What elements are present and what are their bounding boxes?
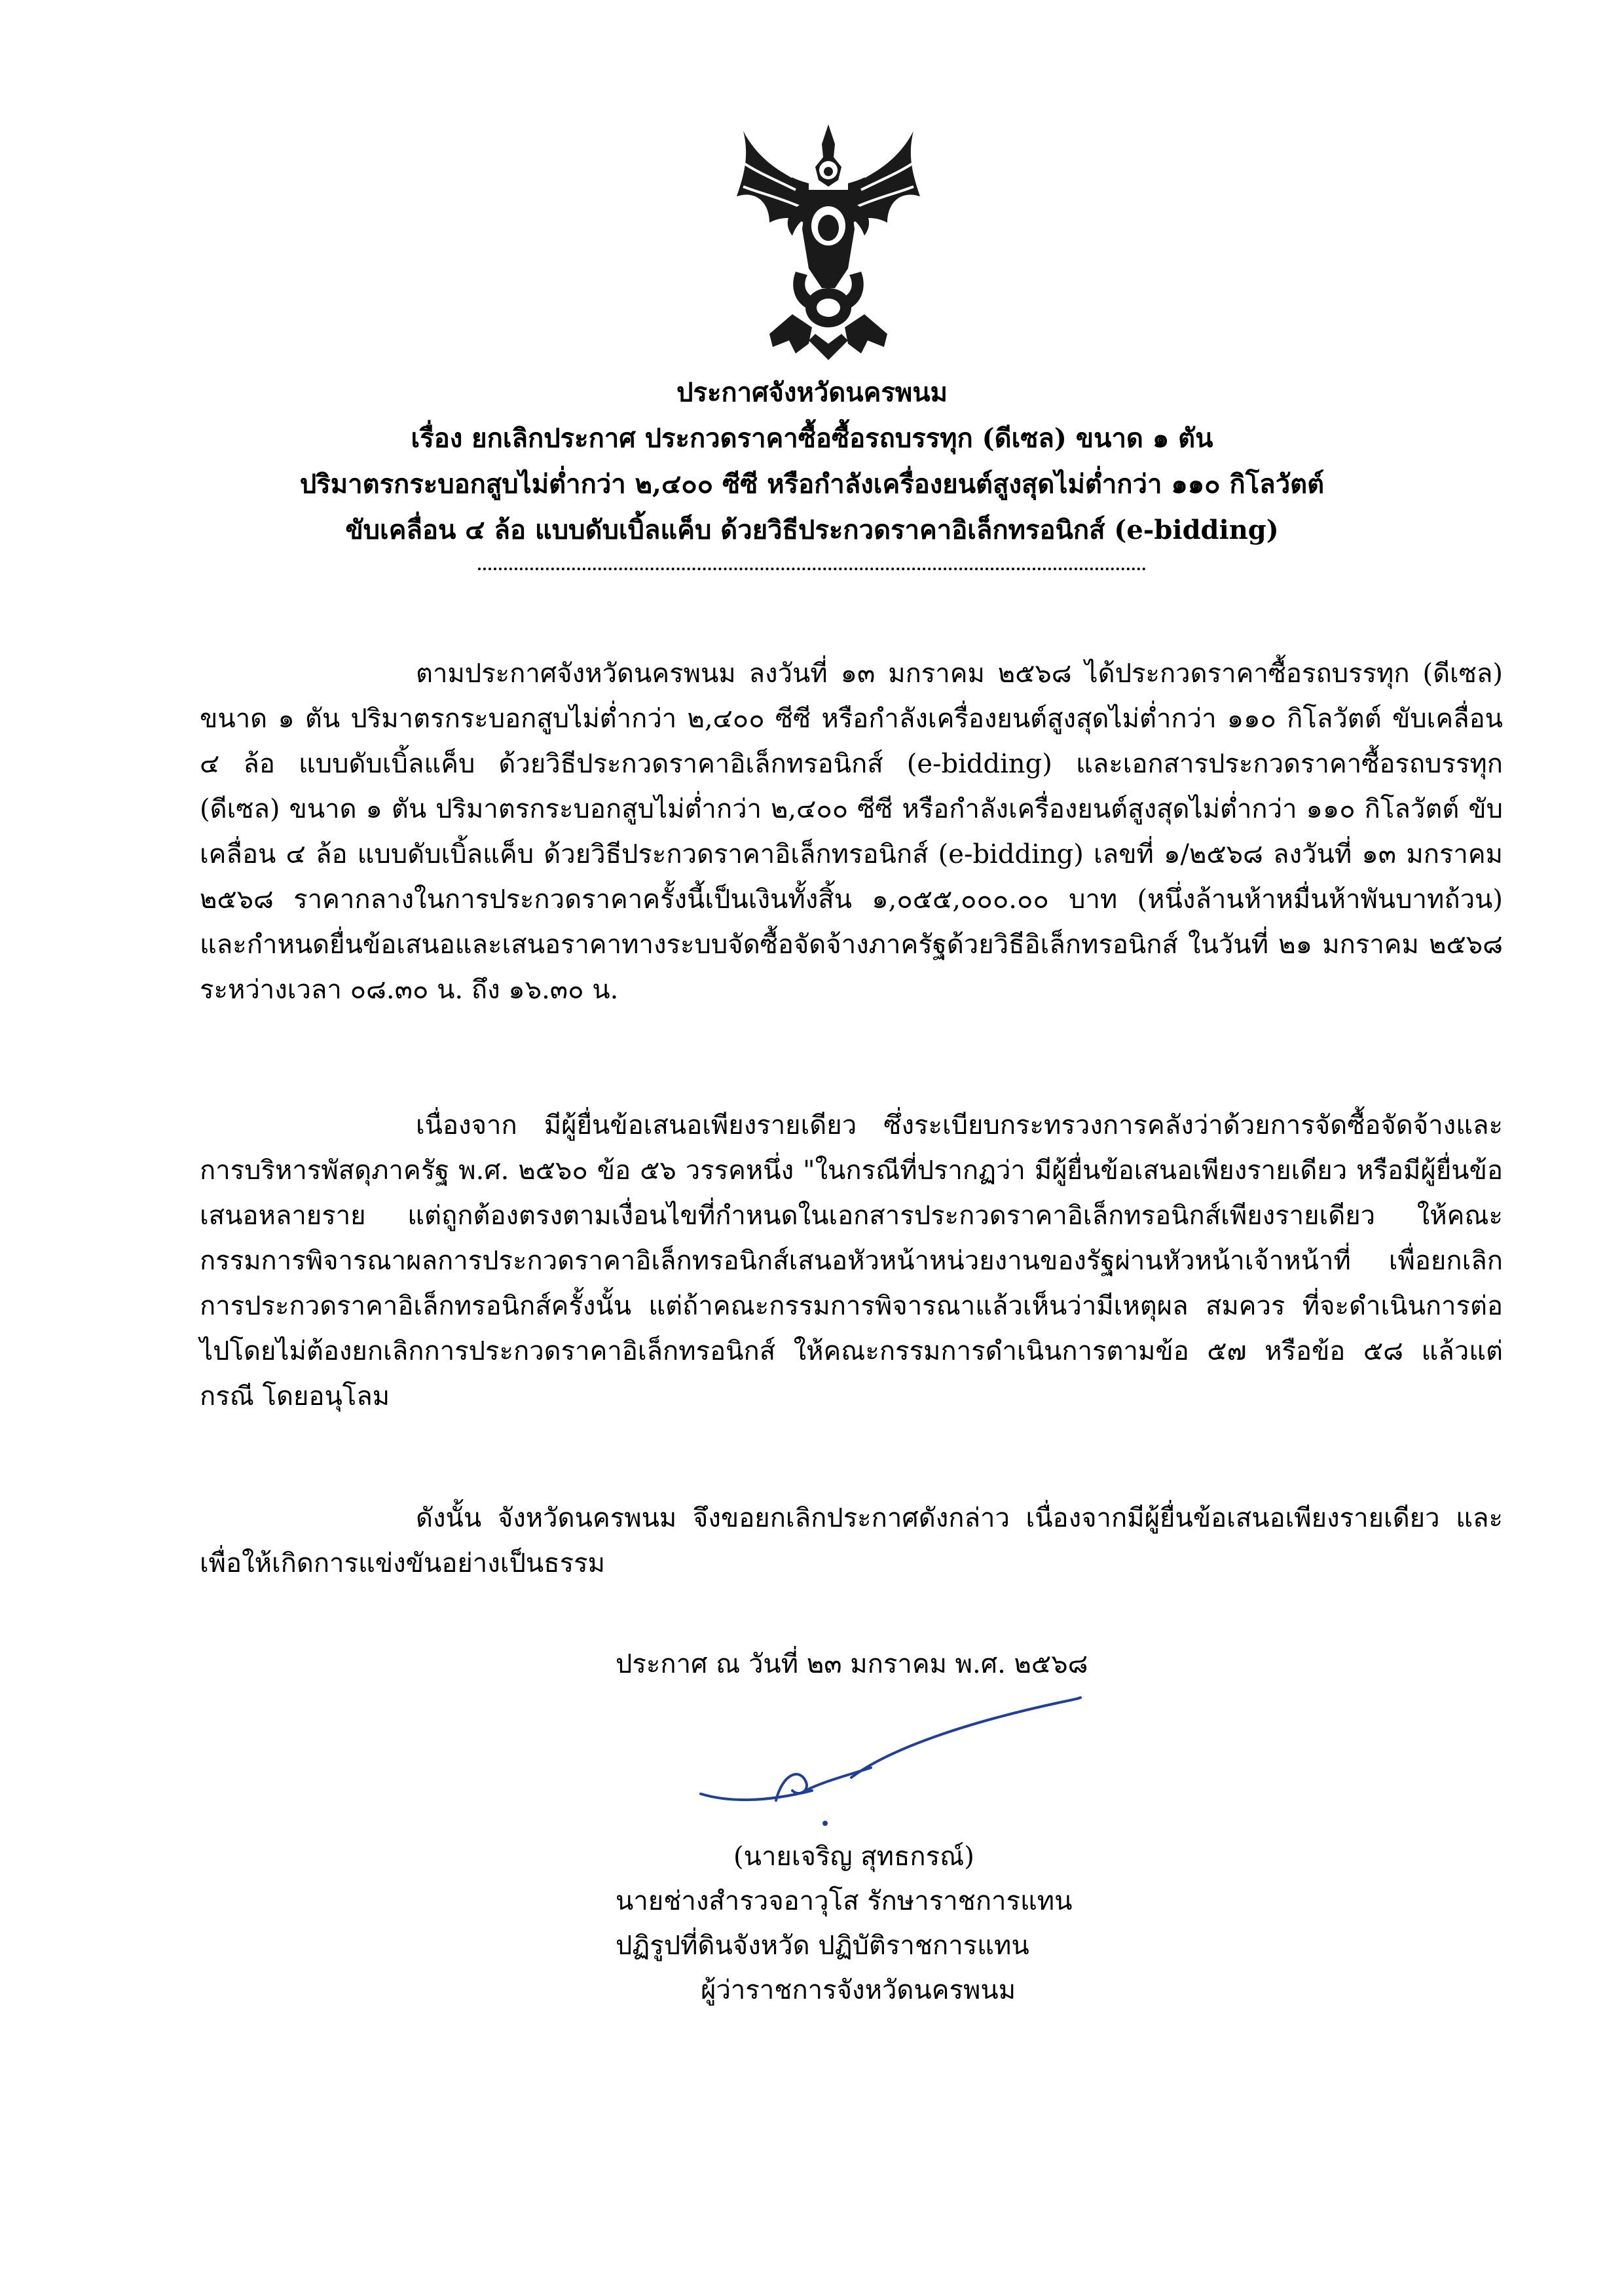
paragraph-reason: เนื่องจาก มีผู้ยื่นข้อเสนอเพียงรายเดียว ซึ่งระเบียบกระทรวงการคลังว่าด้วยการจัดซื้อจัดจ้างและการบริหารพัสดุภาครัฐ พ.ศ. ๒๕๖๐ ข้อ ๕๖ วรรคหนึ่ง "ในกรณีที่ปรากฏว่า มีผู้ยื่นข้อเสนอเพียงรายเดียว หรือมีผู้ยื่นข้อเสนอหลายราย แต่ถูกต้องตรงตามเงื่อนไขที่กำหนดในเอกสารประกวดราคาอิเล็กทรอนิกส์เพียงรายเดียว ให้คณะกรรมการพิจารณาผลการประกวดราคาอิเล็กทรอนิกส์เสนอหัวหน้าหน่วยงานของรัฐผ่านหัวหน้าเจ้าหน้าที่ เพื่อยกเลิกการประกวดราคาอิเล็กทรอนิกส์ครั้งนั้น แต่ถ้าคณะกรรมการพิจารณาแล้วเห็นว่ามีเหตุผล สมควร ที่จะดำเนินการต่อไปโดยไม่ต้องยกเลิกการประกวดราคาอิเล็กทรอนิกส์ ให้คณะกรรมการดำเนินการตามข้อ ๕๗ หรือข้อ ๕๘ แล้วแต่กรณี โดยอนุโลม (200, 1110, 1503, 1412)
signer-title-1: นายช่างสำรวจอาวุโส รักษาราชการแทน (616, 1886, 1073, 1916)
subject-line-1: เรื่อง ยกเลิกประกาศ ประกวดราคาซื้อซื้อรถบรรทุก (ดีเซล) ขนาด ๑ ตัน (411, 423, 1213, 454)
paragraph-background: ตามประกาศจังหวัดนครพนม ลงวันที่ ๑๓ มกราคม ๒๕๖๘ ได้ประกวดราคาซื้อรถบรรทุก (ดีเซล) ขนาด ๑ ตัน ปริมาตรกระบอกสูบไม่ต่ำกว่า ๒,๔๐๐ ซีซี หรือกำลังเครื่องยนต์สูงสุดไม่ต่ำกว่า ๑๑๐ กิโลวัตต์ ขับเคลื่อน ๔ ล้อ แบบดับเบิ้ลแค็บ ด้วยวิธีประกวดราคาอิเล็กทรอนิกส์ (e-bidding) และเอกสารประกวดราคาซื้อรถบรรทุก (ดีเซล) ขนาด ๑ ตัน ปริมาตรกระบอกสูบไม่ต่ำกว่า ๒,๔๐๐ ซีซี หรือกำลังเครื่องยนต์สูงสุดไม่ต่ำกว่า ๑๑๐ กิโลวัตต์ ขับเคลื่อน ๔ ล้อ แบบดับเบิ้ลแค็บ ด้วยวิธีประกวดราคาอิเล็กทรอนิกส์ (e-bidding) เลขที่ ๑/๒๕๖๘ ลงวันที่ ๑๓ มกราคม ๒๕๖๘ ราคากลางในการประกวดราคาครั้งนี้เป็นเงินทั้งสิ้น ๑,๐๕๕,๐๐๐.๐๐ บาท (หนึ่งล้านห้าหมื่นห้าพันบาทถ้วน) และกำหนดยื่นข้อเสนอและเสนอราคาทางระบบจัดซื้อจัดจ้างภาครัฐด้วยวิธีอิเล็กทรอนิกส์ ในวันที่ ๒๑ มกราคม ๒๕๖๘ ระหว่างเวลา ๐๘.๓๐ น. ถึง ๑๖.๓๐ น. (200, 659, 1503, 1005)
dotted-divider (478, 568, 1146, 570)
document-header (157, 370, 1467, 570)
announcement-title: ประกาศจังหวัดนครพนม (676, 377, 948, 408)
subject-line-3: ขับเคลื่อน ๔ ล้อ แบบดับเบิ้ลแค็บ ด้วยวิธีประกวดราคาอิเล็กทรอนิกส์ (e-bidding) (345, 515, 1279, 545)
signer-title-2: ปฏิรูปที่ดินจังหวัด ปฏิบัติราชการแทน (616, 1931, 1029, 1961)
signer-name: (นายเจริญ สุทธกรณ์) (733, 1842, 974, 1872)
paragraph-conclusion: ดังนั้น จังหวัดนครพนม จึงขอยกเลิกประกาศดังกล่าว เนื่องจากมีผู้ยื่นข้อเสนอเพียงรายเดียว และเพื่อให้เกิดการแข่งขันอย่างเป็นธรรม (200, 1503, 1503, 1578)
subject-line-2: ปริมาตรกระบอกสูบไม่ต่ำกว่า ๒,๔๐๐ ซีซี หรือกำลังเครื่องยนต์สูงสุดไม่ต่ำกว่า ๑๑๐ กิโลวัตต์ (299, 469, 1325, 500)
signer-block (589, 1834, 1179, 2013)
announcement-date: ประกาศ ณ วันที่ ๒๓ มกราคม พ.ศ. ๒๕๖๘ (616, 1649, 1088, 1679)
garuda-emblem-icon (730, 118, 927, 367)
handwritten-signature (694, 1676, 1087, 1840)
signer-title-3: ผู้ว่าราชการจังหวัดนครพนม (701, 1975, 1016, 2005)
